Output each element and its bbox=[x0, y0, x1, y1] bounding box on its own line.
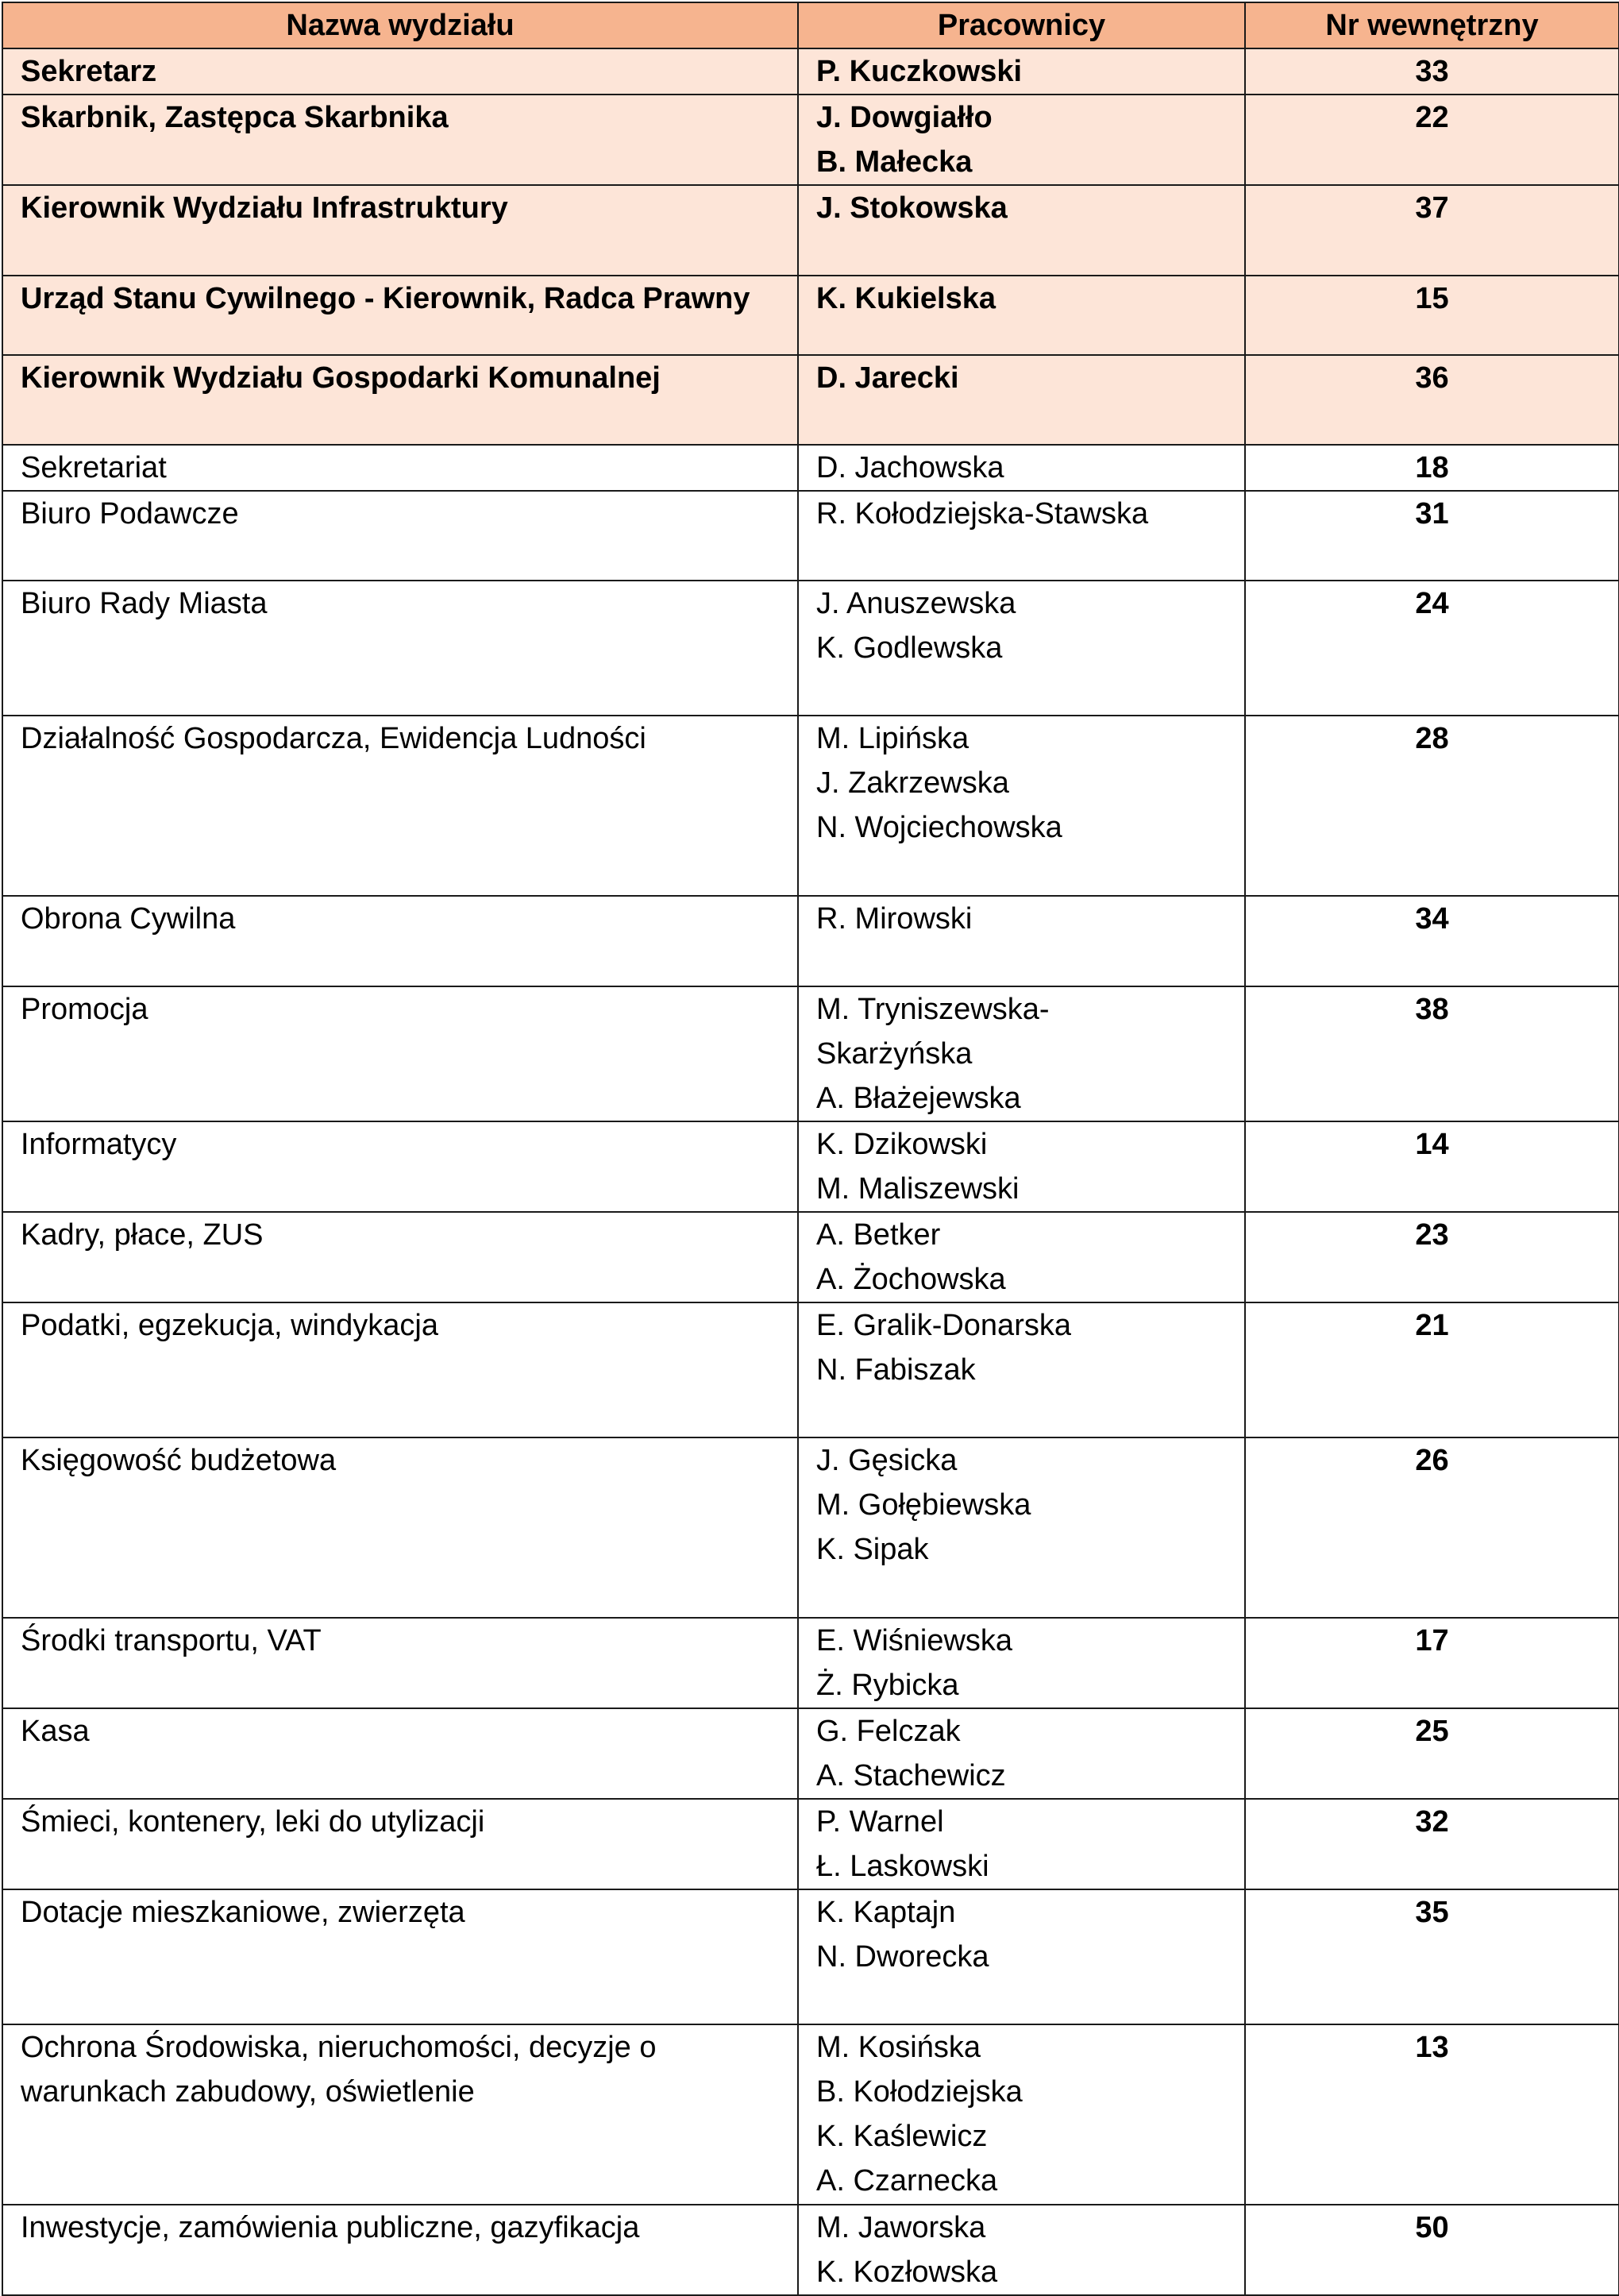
employee-name: M. Maliszewski bbox=[816, 1172, 1020, 1206]
department-name: Działalność Gospodarcza, Ewidencja Ludności bbox=[21, 722, 646, 755]
extension-number: 24 bbox=[1245, 581, 1619, 716]
extension-number: 13 bbox=[1245, 2024, 1619, 2205]
employees-cell bbox=[798, 95, 1245, 185]
extension-number: 14 bbox=[1245, 1121, 1619, 1212]
extension-number: 33 bbox=[1245, 48, 1619, 95]
employee-name: M. Tryniszewska- bbox=[816, 993, 1050, 1026]
employee-name: P. Warnel bbox=[816, 1805, 944, 1839]
department-name: Dotacje mieszkaniowe, zwierzęta bbox=[21, 1896, 465, 1929]
employees-cell bbox=[798, 896, 1245, 986]
extension-number: 15 bbox=[1245, 276, 1619, 355]
employee-name: A. Stachewicz bbox=[816, 1759, 1006, 1792]
employee-name: E. Gralik-Donarska bbox=[816, 1309, 1071, 1342]
employee-name: J. Stokowska bbox=[816, 191, 1008, 225]
employee-name: Ż. Rybicka bbox=[816, 1669, 959, 1702]
employee-name: G. Felczak bbox=[816, 1715, 961, 1748]
extension-number: 36 bbox=[1245, 355, 1619, 445]
department-name-cell bbox=[2, 185, 798, 276]
employee-name: K. Kukielska bbox=[816, 282, 996, 315]
table-row bbox=[2, 1799, 1619, 1889]
department-name-cell bbox=[2, 48, 798, 95]
department-name-cell bbox=[2, 95, 798, 185]
employee-name: K. Dzikowski bbox=[816, 1128, 988, 1161]
employee-name: N. Wojciechowska bbox=[816, 811, 1062, 844]
department-name-cell bbox=[2, 355, 798, 445]
table-row bbox=[2, 2205, 1619, 2295]
employee-name: K. Kozłowska bbox=[816, 2255, 998, 2289]
employee-name: N. Dworecka bbox=[816, 1940, 989, 1974]
employees-cell bbox=[798, 2024, 1245, 2205]
table-row bbox=[2, 2024, 1619, 2205]
employees-cell bbox=[798, 355, 1245, 445]
extension-number: 31 bbox=[1245, 491, 1619, 581]
employee-name: M. Lipińska bbox=[816, 722, 969, 755]
employee-name: J. Anuszewska bbox=[816, 587, 1016, 620]
employees-cell bbox=[798, 1302, 1245, 1437]
table-row bbox=[2, 1889, 1619, 2024]
employee-name: A. Betker bbox=[816, 1218, 941, 1252]
department-name-cell bbox=[2, 2205, 798, 2295]
department-name-cell bbox=[2, 2024, 798, 2205]
employee-name: A. Żochowska bbox=[816, 1263, 1006, 1296]
department-name: Ochrona Środowiska, nieruchomości, decyzje o bbox=[21, 2031, 657, 2064]
employee-name: R. Mirowski bbox=[816, 902, 973, 936]
departments-table bbox=[2, 2, 1619, 2296]
employees-cell bbox=[798, 1799, 1245, 1889]
employee-name: B. Kołodziejska bbox=[816, 2075, 1023, 2109]
extension-number: 18 bbox=[1245, 445, 1619, 491]
extension-number: 32 bbox=[1245, 1799, 1619, 1889]
table-row bbox=[2, 355, 1619, 445]
department-name: Obrona Cywilna bbox=[21, 902, 236, 936]
table-row bbox=[2, 1302, 1619, 1437]
extension-number: 21 bbox=[1245, 1302, 1619, 1437]
department-name-cell bbox=[2, 1799, 798, 1889]
employees-cell bbox=[798, 276, 1245, 355]
header-employees: Pracownicy bbox=[798, 2, 1245, 48]
table-body bbox=[2, 48, 1619, 2295]
employees-cell bbox=[798, 445, 1245, 491]
header-extension: Nr wewnętrzny bbox=[1245, 2, 1619, 48]
employee-name: M. Gołębiewska bbox=[816, 1488, 1031, 1522]
employee-name: J. Gęsicka bbox=[816, 1444, 958, 1477]
employee-name: A. Czarnecka bbox=[816, 2164, 998, 2198]
department-name-cell bbox=[2, 445, 798, 491]
employees-cell bbox=[798, 716, 1245, 896]
department-name-cell bbox=[2, 716, 798, 896]
table-row bbox=[2, 276, 1619, 355]
table-row bbox=[2, 1121, 1619, 1212]
department-name-cell bbox=[2, 1618, 798, 1708]
department-name-cell bbox=[2, 896, 798, 986]
employee-name: Skarżyńska bbox=[816, 1037, 973, 1071]
employees-cell bbox=[798, 48, 1245, 95]
employees-cell bbox=[798, 1889, 1245, 2024]
employee-name: B. Małecka bbox=[816, 145, 973, 179]
employees-cell bbox=[798, 1708, 1245, 1799]
department-name: Urząd Stanu Cywilnego - Kierownik, Radca Prawny bbox=[21, 282, 750, 315]
employee-name: K. Kaptajn bbox=[816, 1896, 956, 1929]
extension-number: 38 bbox=[1245, 986, 1619, 1121]
department-name-cell bbox=[2, 1302, 798, 1437]
employee-name: K. Sipak bbox=[816, 1533, 929, 1566]
employees-cell bbox=[798, 986, 1245, 1121]
employee-name: E. Wiśniewska bbox=[816, 1624, 1013, 1657]
extension-number: 23 bbox=[1245, 1212, 1619, 1302]
employee-name: M. Jaworska bbox=[816, 2211, 986, 2244]
table-row bbox=[2, 445, 1619, 491]
table-row bbox=[2, 896, 1619, 986]
department-name: Skarbnik, Zastępca Skarbnika bbox=[21, 101, 449, 134]
employee-name: J. Zakrzewska bbox=[816, 766, 1009, 800]
department-name: Środki transportu, VAT bbox=[21, 1624, 322, 1657]
employee-name: N. Fabiszak bbox=[816, 1353, 976, 1387]
department-name-cell bbox=[2, 491, 798, 581]
department-name: Kadry, płace, ZUS bbox=[21, 1218, 264, 1252]
extension-number: 28 bbox=[1245, 716, 1619, 896]
extension-number: 34 bbox=[1245, 896, 1619, 986]
department-name-cell bbox=[2, 1212, 798, 1302]
table-row bbox=[2, 491, 1619, 581]
department-name-cell bbox=[2, 581, 798, 716]
table-row bbox=[2, 185, 1619, 276]
employees-cell bbox=[798, 581, 1245, 716]
department-name: Sekretariat bbox=[21, 451, 167, 484]
employee-name: D. Jarecki bbox=[816, 361, 959, 395]
header-department-name: Nazwa wydziału bbox=[2, 2, 798, 48]
employees-cell bbox=[798, 1437, 1245, 1618]
department-name: Promocja bbox=[21, 993, 148, 1026]
extension-number: 37 bbox=[1245, 185, 1619, 276]
employee-name: D. Jachowska bbox=[816, 451, 1004, 484]
employee-name: A. Błażejewska bbox=[816, 1082, 1021, 1115]
department-name: Kierownik Wydziału Gospodarki Komunalnej bbox=[21, 361, 661, 395]
department-name-cell bbox=[2, 1121, 798, 1212]
table-row bbox=[2, 581, 1619, 716]
department-name: Sekretarz bbox=[21, 55, 157, 88]
department-name: Biuro Podawcze bbox=[21, 497, 239, 531]
employees-cell bbox=[798, 2205, 1245, 2295]
department-name: Podatki, egzekucja, windykacja bbox=[21, 1309, 438, 1342]
table-row bbox=[2, 1618, 1619, 1708]
table-header-row bbox=[2, 2, 1619, 48]
employees-cell bbox=[798, 491, 1245, 581]
extension-number: 22 bbox=[1245, 95, 1619, 185]
table-row bbox=[2, 1212, 1619, 1302]
employee-name: P. Kuczkowski bbox=[816, 55, 1023, 88]
extension-number: 25 bbox=[1245, 1708, 1619, 1799]
department-name: Kierownik Wydziału Infrastruktury bbox=[21, 191, 508, 225]
department-name: Kasa bbox=[21, 1715, 90, 1748]
department-name-cell bbox=[2, 1708, 798, 1799]
table-row bbox=[2, 95, 1619, 185]
employees-cell bbox=[798, 1618, 1245, 1708]
department-name: Informatycy bbox=[21, 1128, 177, 1161]
employee-name: Ł. Laskowski bbox=[816, 1850, 989, 1883]
department-name: Biuro Rady Miasta bbox=[21, 587, 268, 620]
employee-name: M. Kosińska bbox=[816, 2031, 981, 2064]
extension-number: 35 bbox=[1245, 1889, 1619, 2024]
department-name-cell bbox=[2, 986, 798, 1121]
employee-name: K. Godlewska bbox=[816, 631, 1003, 665]
extension-number: 17 bbox=[1245, 1618, 1619, 1708]
department-name-cell bbox=[2, 1889, 798, 2024]
table-row bbox=[2, 1708, 1619, 1799]
employees-cell bbox=[798, 185, 1245, 276]
employee-name: J. Dowgiałło bbox=[816, 101, 993, 134]
department-name-cell bbox=[2, 276, 798, 355]
table-row bbox=[2, 716, 1619, 896]
department-name: Śmieci, kontenery, leki do utylizacji bbox=[21, 1805, 485, 1839]
extension-number: 26 bbox=[1245, 1437, 1619, 1618]
department-name: warunkach zabudowy, oświetlenie bbox=[21, 2075, 475, 2109]
employees-cell bbox=[798, 1121, 1245, 1212]
employee-name: K. Kaślewicz bbox=[816, 2120, 988, 2153]
employees-cell bbox=[798, 1212, 1245, 1302]
department-name: Inwestycje, zamówienia publiczne, gazyfikacja bbox=[21, 2211, 640, 2244]
department-name: Księgowość budżetowa bbox=[21, 1444, 337, 1477]
department-name-cell bbox=[2, 1437, 798, 1618]
table-row bbox=[2, 1437, 1619, 1618]
table-row bbox=[2, 986, 1619, 1121]
employee-name: R. Kołodziejska-Stawska bbox=[816, 497, 1149, 531]
table-row bbox=[2, 48, 1619, 95]
extension-number: 50 bbox=[1245, 2205, 1619, 2295]
